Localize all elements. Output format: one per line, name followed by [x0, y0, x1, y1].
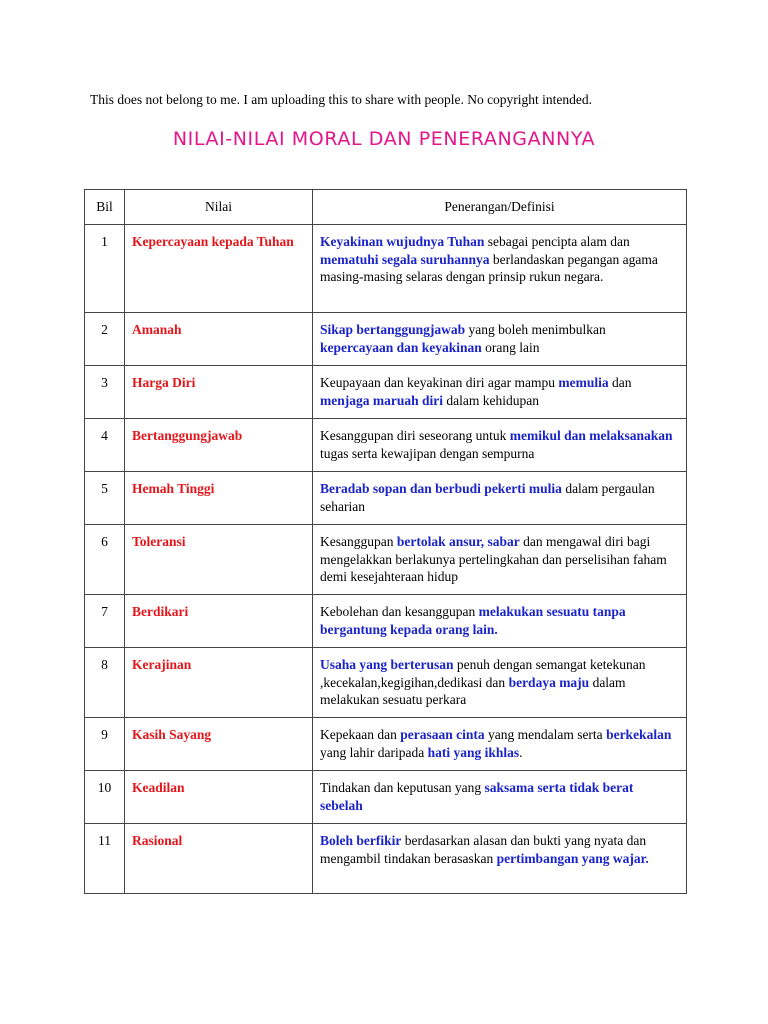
row-nilai: Bertanggungjawab [125, 419, 313, 472]
row-number: 9 [85, 718, 125, 771]
definisi-emphasis-text: berkekalan [606, 727, 672, 742]
definisi-text: dalam pergaulan seharian [320, 481, 655, 514]
row-number: 11 [85, 824, 125, 894]
table-row [85, 771, 687, 824]
definisi-emphasis-text: memikul dan melaksanakan [509, 428, 673, 443]
table-row [85, 419, 687, 472]
definisi-emphasis-text: saksama serta tidak berat sebelah [320, 780, 634, 813]
definisi-emphasis-text: memulia [558, 375, 609, 390]
row-definisi [313, 718, 687, 771]
row-definisi [313, 824, 687, 894]
row-definisi [313, 648, 687, 718]
row-nilai: Hemah Tinggi [125, 472, 313, 525]
definisi-text: yang lahir daripada [320, 744, 428, 760]
disclaimer-text: This does not belong to me. I am uploading this to share with people. No copyright intended. [90, 92, 593, 107]
row-nilai: Kasih Sayang [125, 718, 313, 771]
definisi-text: dan [608, 375, 632, 390]
table-row [85, 313, 687, 366]
row-nilai: Kepercayaan kepada Tuhan [125, 225, 313, 313]
definisi-text: yang mendalam serta [484, 727, 607, 742]
table-row [85, 472, 687, 525]
definisi-text: sebagai pencipta alam dan [484, 234, 630, 249]
definisi-text: . [519, 744, 523, 760]
row-nilai: Berdikari [125, 595, 313, 648]
table-row [85, 718, 687, 771]
row-number: 7 [85, 595, 125, 648]
definisi-text: berdasarkan alasan dan bukti yang nyata dan mengambil tindakan berasaskan [320, 833, 647, 866]
row-nilai: Keadilan [125, 771, 313, 824]
definisi-emphasis-text: perasaan cinta [400, 727, 485, 742]
definisi-text: Kebolehan dan kesanggupan [320, 604, 479, 619]
definisi-emphasis-text: Usaha yang berterusan [320, 657, 454, 672]
table-row [85, 366, 687, 419]
row-number: 10 [85, 771, 125, 824]
row-number: 6 [85, 525, 125, 595]
moral-values-table [84, 189, 687, 894]
row-number: 4 [85, 419, 125, 472]
row-definisi [313, 366, 687, 419]
definisi-emphasis-text: melakukan sesuatu tanpa bergantung kepada orang lain. [320, 604, 626, 637]
row-number: 5 [85, 472, 125, 525]
row-number: 8 [85, 648, 125, 718]
definisi-emphasis-text: pertimbangan yang wajar. [496, 850, 649, 866]
table-row [85, 824, 687, 894]
table-row [85, 648, 687, 718]
table-header-row [85, 190, 687, 225]
definisi-emphasis-text: Sikap bertanggungjawab [320, 322, 466, 337]
definisi-text: orang lain [481, 339, 540, 355]
definisi-text: Tindakan dan keputusan yang [320, 780, 485, 795]
definisi-text: Keupayaan dan keyakinan diri agar mampu [320, 375, 559, 390]
row-nilai: Harga Diri [125, 366, 313, 419]
row-definisi [313, 225, 687, 313]
definisi-text: dalam kehidupan [443, 392, 539, 408]
row-nilai: Toleransi [125, 525, 313, 595]
header-nilai: Nilai [125, 190, 313, 225]
definisi-emphasis-text: kepercayaan dan keyakinan [320, 339, 482, 355]
row-nilai: Rasional [125, 824, 313, 894]
definisi-text: tugas serta kewajipan dengan sempurna [320, 445, 535, 461]
row-nilai: Amanah [125, 313, 313, 366]
definisi-text: penuh dengan semangat ketekunan ,kecekalan,kegigihan,dedikasi dan [320, 657, 646, 690]
document-title: NILAI-NILAI MORAL DAN PENERANGANNYA [172, 128, 596, 150]
definisi-emphasis-text: Boleh berfikir [320, 833, 402, 848]
row-definisi [313, 525, 687, 595]
row-nilai: Kerajinan [125, 648, 313, 718]
row-definisi [313, 771, 687, 824]
definisi-emphasis-text: mematuhi segala suruhannya [320, 251, 490, 267]
row-definisi [313, 313, 687, 366]
definisi-emphasis-text: bertolak ansur, sabar [396, 534, 520, 549]
definisi-text: berlandaskan pegangan agama masing-masing selaras dengan prinsip rukun negara. [320, 251, 658, 284]
table-row [85, 595, 687, 648]
definisi-emphasis-text: berdaya maju [508, 674, 590, 690]
row-definisi [313, 595, 687, 648]
table-row [85, 225, 687, 313]
row-number: 3 [85, 366, 125, 419]
table-row [85, 525, 687, 595]
header-bil: Bil [85, 190, 125, 225]
header-definisi: Penerangan/Definisi [313, 190, 687, 225]
definisi-text: Kepekaan dan [320, 727, 401, 742]
definisi-text: dan mengawal diri bagi mengelakkan berlakunya pertelingkahan dan perselisihan faham demi kesejahteraan hidup [320, 534, 667, 584]
row-number: 2 [85, 313, 125, 366]
definisi-text: Kesanggupan diri seseorang untuk [320, 428, 510, 443]
definisi-emphasis-text: hati yang ikhlas [427, 744, 520, 760]
row-number: 1 [85, 225, 125, 313]
definisi-text: dalam melakukan sesuatu perkara [320, 674, 626, 707]
definisi-emphasis-text: Keyakinan wujudnya Tuhan [320, 234, 485, 249]
definisi-emphasis-text: menjaga maruah diri [320, 392, 443, 408]
row-definisi [313, 472, 687, 525]
definisi-emphasis-text: Beradab sopan dan berbudi pekerti mulia [320, 481, 562, 496]
definisi-text: Kesanggupan [320, 534, 397, 549]
definisi-text: yang boleh menimbulkan [465, 322, 606, 337]
row-definisi [313, 419, 687, 472]
